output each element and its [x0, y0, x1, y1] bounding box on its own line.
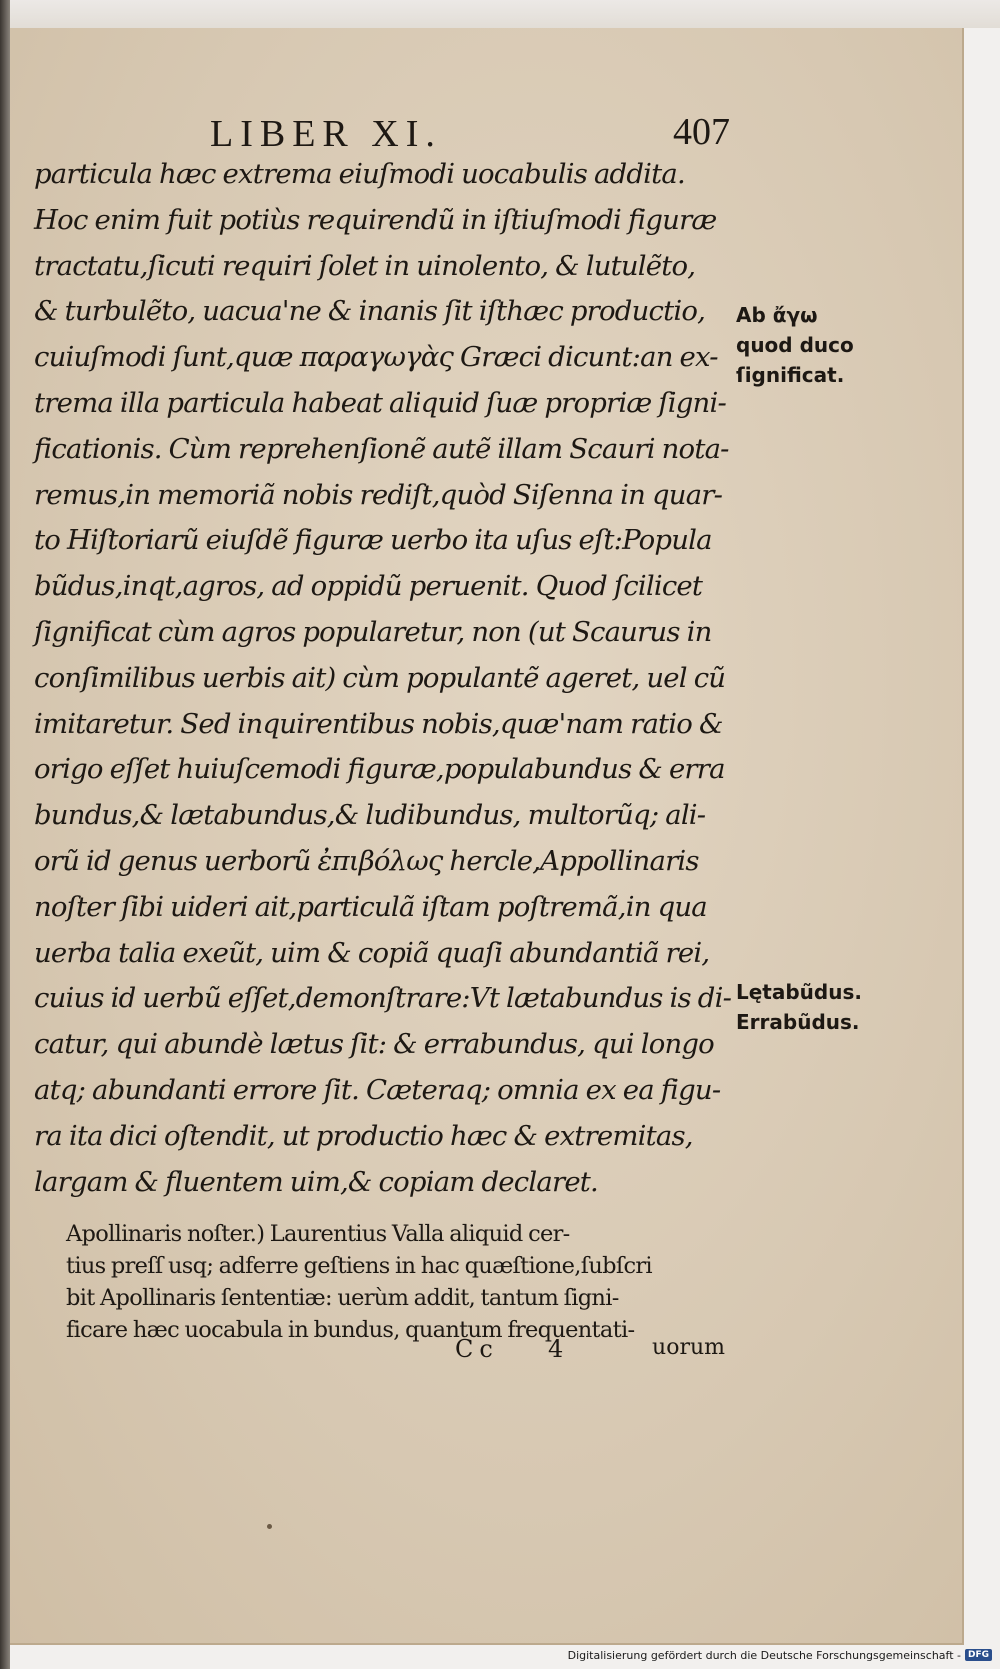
margin-note-line: Lętabũdus.	[736, 980, 862, 1004]
text-line: ficationis. Cùm reprehenſionẽ autẽ illam Scauri nota-	[34, 432, 729, 465]
margin-note-ago	[736, 300, 854, 390]
commentary-line: ficare hæc uocabula in bundus, quantum frequentati-	[66, 1317, 635, 1343]
dfg-logo: DFG	[965, 1649, 992, 1661]
text-line: orũ id genus uerborũ ἐπιβόλως hercle,Appollinaris	[34, 844, 699, 877]
text-line: conſimilibus uerbis ait) cùm populantẽ ageret, uel cũ	[34, 661, 726, 694]
commentary-line: tius preſſ usq; adferre geſtiens in hac quæſtione,ſubſcri	[66, 1253, 652, 1279]
signature-number: 4	[548, 1335, 564, 1363]
margin-note-line: Errabũdus.	[736, 1010, 860, 1034]
paper-spot	[267, 1524, 272, 1529]
margin-note-line: quod duco	[736, 333, 854, 357]
main-text	[34, 152, 734, 1205]
scan-background-top	[0, 0, 1000, 28]
text-line: uerba talia exeũt, uim & copiã quaſi abundantiã rei,	[34, 936, 710, 969]
text-line: imitaretur. Sed inquirentibus nobis,quæ'nam ratio &	[34, 707, 723, 740]
book-edge	[0, 0, 10, 1669]
running-head: LIBER XI.	[210, 113, 442, 155]
signature-line	[455, 1335, 725, 1369]
text-line: ra ita dici oſtendit, ut productio hæc & extremitas,	[34, 1119, 693, 1152]
text-line: & turbulẽto, uacua'ne & inanis ſit iſthæc productio,	[34, 295, 706, 328]
text-line: ſignificat cùm agros popularetur, non (ut Scaurus in	[34, 615, 712, 648]
page-number: 407	[673, 111, 730, 153]
commentary-line: bit Apollinaris ſententiæ: uerùm addit, tantum ſigni-	[66, 1285, 619, 1311]
signature-mark: Cc	[455, 1335, 499, 1363]
digitization-footer	[568, 1647, 992, 1663]
text-line: bundus,& lætabundus,& ludibundus, multorũq; ali-	[34, 799, 706, 832]
text-line: cuiuſmodi ſunt,quæ παραγωγὰς Græci dicunt:an ex-	[34, 341, 718, 374]
text-line: tractatu,ſicuti requiri ſolet in uinolento, & lutulẽto,	[34, 249, 696, 282]
text-line: to Hiſtoriarũ eiuſdẽ figuræ uerbo ita uſus eſt:Popula	[34, 524, 712, 557]
commentary-line: Apollinaris noſter.) Laurentius Valla aliquid cer-	[66, 1221, 570, 1247]
text-line: noſter ſibi uideri ait,particulã iſtam poſtremã,in qua	[34, 890, 707, 923]
text-line: largam & fluentem uim,& copiam declaret.	[34, 1165, 598, 1198]
footer-credit: Digitalisierung gefördert durch die Deutsche Forschungsgemeinschaft -	[567, 1648, 961, 1662]
margin-note-line: Ab ἄγω	[736, 303, 818, 327]
margin-note-line: ſignificat.	[736, 363, 845, 387]
commentary-text	[66, 1218, 736, 1346]
catchword: uorum	[652, 1335, 725, 1360]
text-line: bũdus,inqt,agros, ad oppidũ peruenit. Quod ſcilicet	[34, 570, 703, 603]
text-line: Hoc enim fuit potiùs requirendũ in iſtiuſmodi figuræ	[34, 203, 717, 236]
text-line: catur, qui abundè lætus ſit: & errabundus, qui longo	[34, 1028, 714, 1061]
margin-note-bundus	[736, 977, 862, 1037]
text-line: cuius id uerbũ eſſet,demonſtrare:Vt lætabundus is di-	[34, 982, 732, 1015]
text-line: origo eſſet huiuſcemodi figuræ,populabundus & erra	[34, 753, 725, 786]
text-line: atq; abundanti errore ſit. Cæteraq; omnia ex ea figu-	[34, 1073, 721, 1106]
text-line: particula hæc extrema eiuſmodi uocabulis addita.	[34, 158, 685, 190]
text-line: trema illa particula habeat aliquid ſuæ propriæ ſigni-	[34, 386, 726, 419]
text-line: remus,in memoriã nobis rediſt,quòd Siſenna in quar-	[34, 478, 723, 511]
